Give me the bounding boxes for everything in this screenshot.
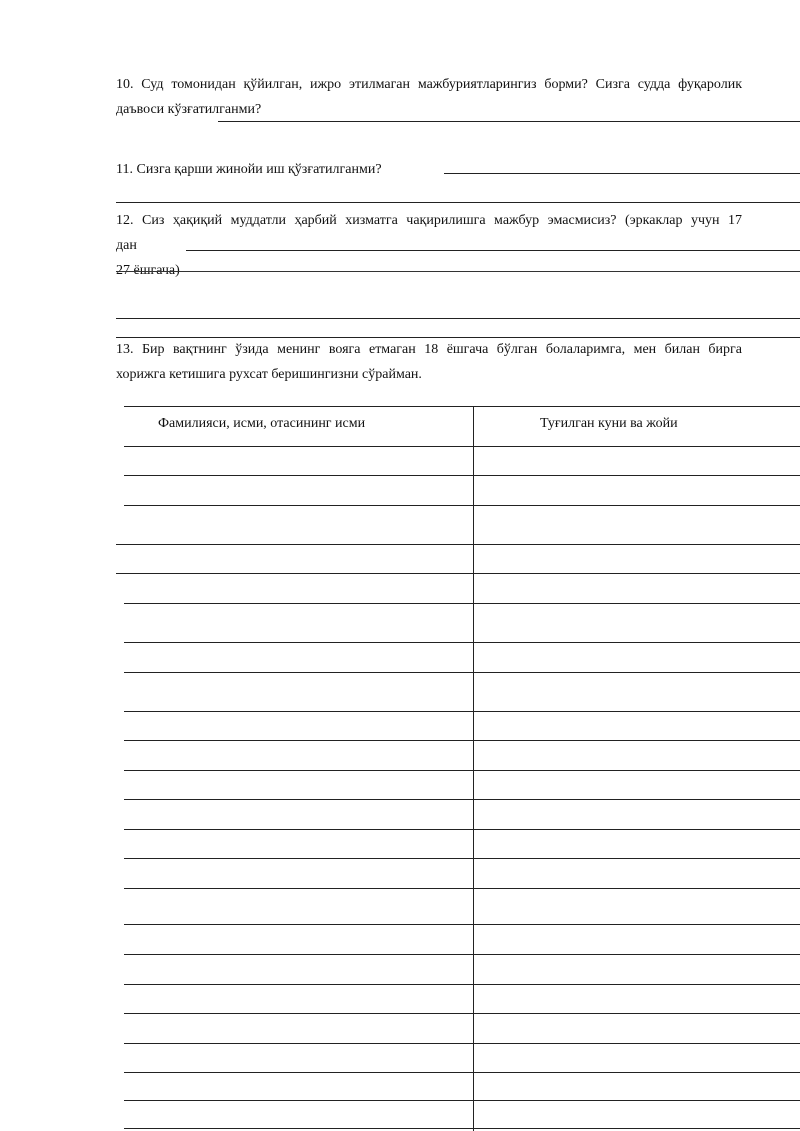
table-cell-birth-date-place[interactable] <box>478 574 796 603</box>
question-13-line-2: хорижга кетишига рухсат беришингизни сўрайман. <box>116 367 422 382</box>
table-cell-name[interactable] <box>128 643 468 672</box>
table-cell-birth-date-place[interactable] <box>478 643 796 672</box>
table-cell-birth-date-place[interactable] <box>478 985 796 1013</box>
table-cell-birth-date-place[interactable] <box>478 771 796 799</box>
table-cell-birth-date-place[interactable] <box>478 545 796 573</box>
table-cell-name[interactable] <box>128 925 468 954</box>
question-12-answer-line-3[interactable] <box>116 337 800 338</box>
table-cell-name[interactable] <box>128 859 468 888</box>
table-cell-name[interactable] <box>128 1014 468 1043</box>
table-cell-name[interactable] <box>128 506 468 544</box>
table-cell-name[interactable] <box>128 1101 468 1128</box>
table-top-border <box>124 406 800 407</box>
table-cell-name[interactable] <box>128 955 468 984</box>
table-cell-name[interactable] <box>128 574 468 603</box>
table-cell-birth-date-place[interactable] <box>478 741 796 770</box>
table-header-birth: Туғилган куни ва жойи <box>540 416 678 431</box>
question-12-line-2: дан <box>116 238 137 253</box>
table-cell-birth-date-place[interactable] <box>478 506 796 544</box>
table-cell-name[interactable] <box>128 673 468 711</box>
table-cell-name[interactable] <box>128 604 468 642</box>
table-cell-birth-date-place[interactable] <box>478 447 796 475</box>
table-cell-name[interactable] <box>128 1073 468 1100</box>
table-row-border <box>124 1128 800 1129</box>
question-10-line-2: даъвоси кўзғатилганми? <box>116 102 262 117</box>
table-cell-birth-date-place[interactable] <box>478 604 796 642</box>
table-cell-name[interactable] <box>128 712 468 740</box>
question-10-answer-line[interactable] <box>218 121 800 122</box>
question-12-answer-line[interactable] <box>186 250 800 251</box>
table-cell-name[interactable] <box>128 447 468 475</box>
table-cell-name[interactable] <box>128 830 468 858</box>
table-cell-name[interactable] <box>128 771 468 799</box>
question-12-struck-line <box>116 271 800 272</box>
question-12-line-1: 12. Сиз ҳақиқий муддатли ҳарбий хизматга чақирилишга мажбур эмасмисиз? (эркаклар учун 17 <box>116 213 742 228</box>
table-cell-birth-date-place[interactable] <box>478 712 796 740</box>
table-cell-birth-date-place[interactable] <box>478 889 796 924</box>
table-cell-name[interactable] <box>128 476 468 505</box>
table-cell-birth-date-place[interactable] <box>478 1073 796 1100</box>
table-cell-name[interactable] <box>128 800 468 829</box>
question-11-answer-line[interactable] <box>444 173 800 174</box>
table-cell-name[interactable] <box>128 889 468 924</box>
table-cell-name[interactable] <box>128 741 468 770</box>
table-header-name: Фамилияси, исми, отасининг исми <box>158 416 366 431</box>
question-11-text: 11. Сизга қарши жинойи иш қўзғатилганми? <box>116 162 382 177</box>
question-11-answer-line-2[interactable] <box>116 202 800 203</box>
question-10-line-1: 10. Суд томонидан қўйилган, ижро этилмаган мажбуриятларингиз борми? Сизга судда фуқаролик <box>116 77 742 92</box>
question-12-answer-line-2[interactable] <box>116 318 800 319</box>
table-cell-birth-date-place[interactable] <box>478 830 796 858</box>
table-cell-name[interactable] <box>128 1044 468 1072</box>
table-cell-birth-date-place[interactable] <box>478 925 796 954</box>
table-cell-name[interactable] <box>128 985 468 1013</box>
table-column-divider <box>473 406 474 1131</box>
table-cell-birth-date-place[interactable] <box>478 859 796 888</box>
question-12-line-3: 27 ёшгача) <box>116 263 180 278</box>
table-cell-birth-date-place[interactable] <box>478 800 796 829</box>
table-cell-birth-date-place[interactable] <box>478 1044 796 1072</box>
table-cell-birth-date-place[interactable] <box>478 1101 796 1128</box>
table-cell-birth-date-place[interactable] <box>478 673 796 711</box>
table-cell-birth-date-place[interactable] <box>478 955 796 984</box>
table-cell-name[interactable] <box>128 545 468 573</box>
table-cell-birth-date-place[interactable] <box>478 1014 796 1043</box>
table-cell-birth-date-place[interactable] <box>478 476 796 505</box>
question-13-line-1: 13. Бир вақтнинг ўзида менинг вояга етмаган 18 ёшгача бўлган болаларимга, мен билан бирга <box>116 342 742 357</box>
